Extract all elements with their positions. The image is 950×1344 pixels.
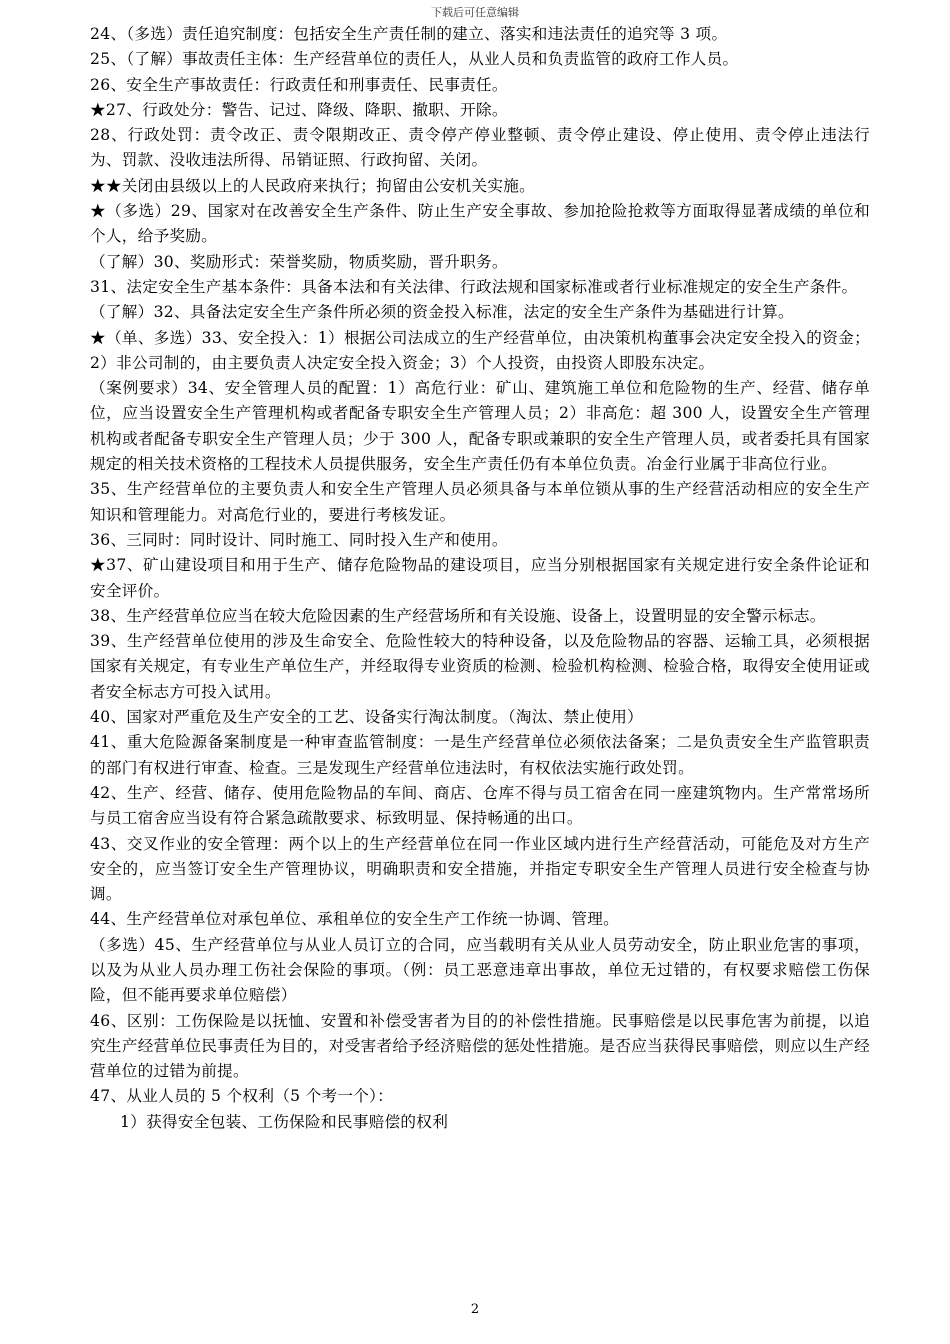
paragraph-25: 25、（了解）事故责任主体：生产经营单位的责任人，从业人员和负责监管的政府工作人员。 [90,50,739,69]
page-header: 下载后可任意编辑 [431,6,519,19]
paragraph-24: 24、（多选）责任追究制度：包括安全生产责任制的建立、落实和违法责任的追究等 3 项。 [90,25,728,43]
paragraph-47-item-1: 1）获得安全包装、工伤保险和民事赔偿的权利 [120,1112,449,1131]
paragraph-26: 26、安全生产事故责任：行政责任和刑事责任、民事责任。 [90,75,508,94]
paragraph-39: 39、生产经营单位使用的涉及生命安全、危险性较大的特种设备，以及危险物品的容器、运输工具，必须根据国家有关规定，有专业生产单位生产，并经取得专业资质的检测、检验机构检测、检验合格，取得安全使用证或者安全标志方可投入试用。 [90,632,870,701]
paragraph-33: ★（单、多选）33、安全投入：1）根据公司法成立的生产经营单位，由决策机构董事会决定安全投入的资金；2）非公司制的，由主要负责人决定安全投入资金；3）个人投资，由投资人即股东决定。 [90,328,870,372]
paragraph-43: 43、交叉作业的安全管理：两个以上的生产经营单位在同一作业区域内进行生产经营活动，可能危及对方生产安全的，应当签订安全生产管理协议，明确职责和安全措施，并指定专职安全生产管理人员进行安全检查与协调。 [90,834,870,904]
paragraph-44: 44、生产经营单位对承包单位、承租单位的安全生产工作统一协调、管理。 [90,910,620,929]
paragraph-31: 31、法定安全生产基本条件：具备本法和有关法律、行政法规和国家标准或者行业标准规定的安全生产条件。 [90,277,858,296]
paragraph-28-note: ★★关闭由县级以上的人民政府来执行；拘留由公安机关实施。 [90,176,536,195]
paragraph-37: ★37、矿山建设项目和用于生产、储存危险物品的建设项目，应当分别根据国家有关规定进行安全条件论证和安全评价。 [90,556,870,600]
paragraph-30: （了解）30、奖励形式：荣誉奖励，物质奖励，晋升职务。 [90,252,508,271]
page-number: 2 [470,1302,480,1317]
paragraph-42: 42、生产、经营、储存、使用危险物品的车间、商店、仓库不得与员工宿舍在同一座建筑物内。生产常常场所与员工宿舍应当设有符合紧急疏散要求、标致明显、保持畅通的出口。 [90,783,870,828]
paragraph-35: 35、生产经营单位的主要负责人和安全生产管理人员必须具备与本单位锁从事的生产经营活动相应的安全生产知识和管理能力。对高危行业的，要进行考核发证。 [90,480,870,524]
paragraph-45: （多选）45、生产经营单位与从业人员订立的合同，应当载明有关从业人员劳动安全，防止职业危害的事项，以及为从业人员办理工伤社会保险的事项。（例：员工恶意违章出事故，单位无过错的，有权要求赔偿工伤保险，但不能再要求单位赔偿） [90,935,870,1005]
paragraph-29: ★（多选）29、国家对在改善安全生产条件、防止生产安全事故、参加抢险抢救等方面取得显著成绩的单位和个人，给予奖励。 [90,202,870,246]
paragraph-36: 36、三同时：同时设计、同时施工、同时投入生产和使用。 [90,530,508,549]
paragraph-27: ★27、行政处分：警告、记过、降级、降职、撤职、开除。 [90,100,508,119]
paragraph-40: 40、国家对严重危及生产安全的工艺、设备实行淘汰制度。（淘汰、禁止使用） [90,708,644,727]
document-body [90,22,870,1135]
paragraph-47: 47、从业人员的 5 个权利（5 个考一个）： [90,1087,394,1106]
paragraph-38: 38、生产经营单位应当在较大危险因素的生产经营场所和有关设施、设备上，设置明显的安全警示标志。 [90,606,826,625]
paragraph-41: 41、重大危险源备案制度是一种审查监管制度：一是生产经营单位必须依法备案；二是负责安全生产监管职责的部门有权进行审查、检查。三是发现生产经营单位违法时，有权依法实施行政处罚。 [90,733,870,777]
paragraph-28: 28、行政处罚：责令改正、责令限期改正、责令停产停业整顿、责令停止建设、停止使用、责令停止违法行为、罚款、没收违法所得、吊销证照、行政拘留、关闭。 [90,126,870,170]
paragraph-32: （了解）32、具备法定安全生产条件所必须的资金投入标准，法定的安全生产条件为基础进行计算。 [90,303,794,322]
paragraph-34: （案例要求）34、安全管理人员的配置：1）高危行业：矿山、建筑施工单位和危险物的生产、经营、储存单位，应当设置安全生产管理机构或者配备专职安全生产管理人员；2）非高危：超 300 人，设置安全生产管理机构或者配备专职安全生产管理人员；少于 300 人，配备专职或兼职的安全生产管理人员，或者委托具有国家规定的相关技术资格的工程技术人员提供服务，安全生产责任仍有本单位负责。冶金行业属于非高位行业。 [90,379,870,474]
paragraph-46: 46、区别：工伤保险是以抚恤、安置和补偿受害者为目的的补偿性措施。民事赔偿是以民事危害为前提，以追究生产经营单位民事责任为目的，对受害者给予经济赔偿的惩处性措施。是否应当获得民事赔偿，则应以生产经营单位的过错为前提。 [90,1011,870,1081]
